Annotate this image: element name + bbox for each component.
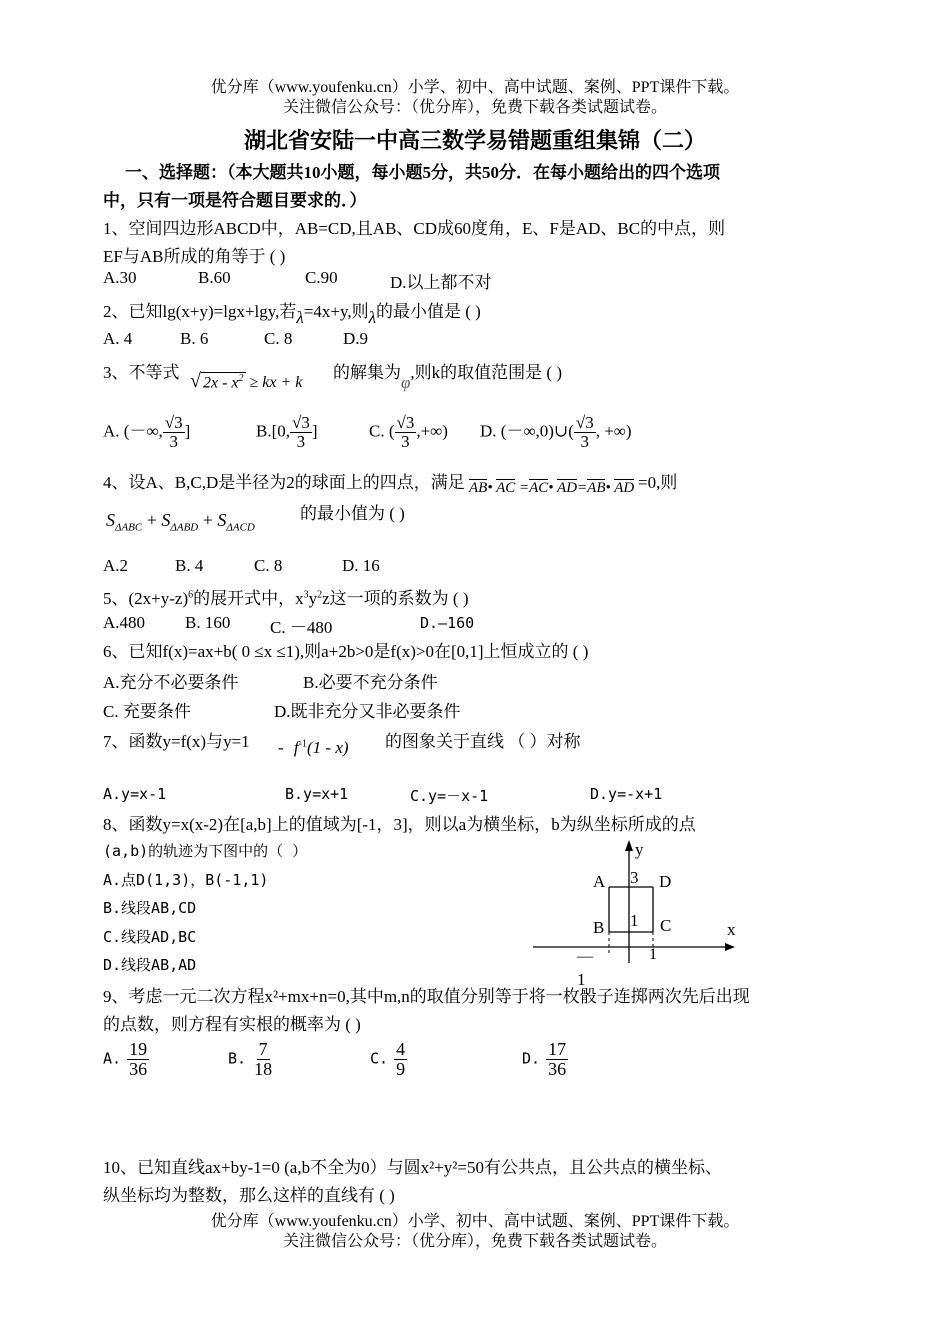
q8-option-a: A.点D(1,3)，B(-1,1) xyxy=(103,871,269,889)
q4-stem-line-1: 4、设A、B,C,D是半径为2的球面上的四点，满足 AB• AC =AC• AD=AB• AD =0,则 xyxy=(103,473,678,496)
q4-option-a: A.2 xyxy=(103,556,129,575)
q8-stem-line-2: (a,b)的轨迹为下图中的（ ） xyxy=(103,842,308,860)
q8-option-d: D.线段AB,AD xyxy=(103,956,197,974)
q10-stem-line-2: 纵坐标均为整数，那么这样的直线有 ( ) xyxy=(103,1186,395,1205)
q1-option-c: C.90 xyxy=(305,268,338,287)
q8-option-b: B.线段AB,CD xyxy=(103,899,197,917)
point-d-label: D xyxy=(659,872,672,891)
q3-stem-start: 3、不等式 xyxy=(103,363,180,382)
q1-stem-line-1: 1、空间四边形ABCD中，AB=CD,且AB、CD成60度角，E、F是AD、BC的中点，则 xyxy=(103,219,726,238)
q3-radicand: $2x - x^2$ xyxy=(202,372,244,391)
q2-option-b: B. 6 xyxy=(180,329,209,348)
x-tick-label-neg1: 1 xyxy=(577,970,586,989)
q7-option-a: A.y=x-1 xyxy=(103,785,167,803)
q4-option-b: B. 4 xyxy=(175,556,204,575)
q9-option-d: D. $\frac{17}{36}$ xyxy=(522,1039,567,1079)
point-a-label: A xyxy=(593,872,606,891)
section-heading-line-2: 中，只有一项是符合题目要求的．） xyxy=(103,191,367,210)
q2-stem-mid: =4x+y,则 xyxy=(303,302,369,321)
q3-inequality xyxy=(190,370,302,393)
q3-option-c: C. ( $\frac{√3}{3}$ ,+∞) xyxy=(369,413,448,451)
q2-lambda-2: λ xyxy=(368,308,376,327)
q4-option-c: C. 8 xyxy=(254,556,283,575)
y-label: y xyxy=(635,840,644,859)
x-tick-minus: — xyxy=(577,948,593,965)
q3-stem-mid: 的解集为φ,则k的取值范围是 ( ) xyxy=(333,363,562,392)
q9-option-b: B. $\frac{7}{18}$ xyxy=(228,1039,273,1079)
q9-option-c: C. $\frac{4}{9}$ xyxy=(370,1039,406,1079)
page-title: 湖北省安陆一中高三数学易错题重组集锦（二） xyxy=(243,128,706,153)
point-b-label: B xyxy=(593,918,605,937)
point-c-label: C xyxy=(660,916,672,935)
q6-option-d: D.既非充分又非必要条件 xyxy=(274,702,461,721)
header-line-2: 关注微信公众号：（优分库），免费下载各类试题试卷。 xyxy=(282,99,667,116)
q8-option-c: C.线段AD,BC xyxy=(103,928,197,946)
q1-option-d: D.以上都不对 xyxy=(390,273,492,292)
q5-option-b: B. 160 xyxy=(185,613,231,632)
q2-option-a: A. 4 xyxy=(103,329,133,348)
q7-option-d: D.y=-x+1 xyxy=(590,785,663,803)
section-heading-line-1: 一、选择题：（本大题共10小题，每小题5分，共50分．在每小题给出的四个选项 xyxy=(125,163,720,182)
q7-option-c: C.y=－x-1 xyxy=(410,787,489,805)
q3-ineq-rest: ≥ kx + k xyxy=(249,374,303,391)
q3-option-a: A. (－∞, $\frac{√3}{3}$ ] xyxy=(103,413,191,451)
x-tick-label-1: 1 xyxy=(649,946,657,963)
q2-option-d: D.9 xyxy=(343,329,369,348)
q5-option-a: A.480 xyxy=(103,613,146,632)
q7-stem-start: 7、函数y=f(x)与y=1 xyxy=(103,732,250,751)
q5-option-d: D.—160 xyxy=(420,614,475,632)
q2-stem xyxy=(103,297,481,327)
q2-stem-end: 的最小值是 ( ) xyxy=(375,302,481,321)
q9-option-a: A. $\frac{19}{36}$ xyxy=(103,1039,148,1079)
q6-option-c: C. 充要条件 xyxy=(103,702,191,721)
q10-stem-line-1: 10、已知直线ax+by-1=0 (a,b不全为0）与圆x²+y²=50有公共点，且公共点的横坐标、 xyxy=(103,1158,722,1177)
header-line-1: 优分库（www.youfenku.cn）小学、初中、高中试题、案例、PPT课件下载。 xyxy=(210,79,740,96)
x-label: x xyxy=(727,920,736,939)
footer-line-2: 关注微信公众号：（优分库），免费下载各类试题试卷。 xyxy=(282,1233,667,1250)
q1-stem-line-2: EF与AB所成的角等于 ( ) xyxy=(103,247,286,266)
q6-stem: 6、已知f(x)=ax+b( 0 ≤x ≤1),则a+2b>0是f(x)>0在[0,1]上恒成立的 ( ) xyxy=(103,642,589,661)
q4-area-sum: $S_{\Delta ABC} + S_{\Delta ABD} + S_{\Delta ACD}$ xyxy=(106,510,255,534)
x-axis-arrow-icon xyxy=(725,943,735,951)
q1-option-a: A.30 xyxy=(103,268,137,287)
q7-inverse-function: - $f^{-1}(1 - x)$ xyxy=(278,738,349,757)
tick-label-3: 3 xyxy=(630,868,639,887)
q3-option-b: B.[0, $\frac{√3}{3}$ ] xyxy=(256,413,318,451)
q4-stem-end: 的最小值为 ( ) xyxy=(300,504,405,523)
q9-stem-line-1: 9、考虑一元二次方程x²+mx+n=0,其中m,n的取值分别等于将一枚骰子连掷两次先后出现 xyxy=(103,987,750,1006)
q4-vectors: AB• AC =AC• AD=AB• AD xyxy=(468,480,635,496)
q6-option-a: A.充分不必要条件 xyxy=(103,673,239,692)
q2-lambda: λ xyxy=(296,308,304,327)
q3-phi: φ xyxy=(401,373,411,392)
q9-stem-line-2: 的点数，则方程有实根的概率为 ( ) xyxy=(103,1015,361,1034)
q7-option-b: B.y=x+1 xyxy=(285,785,349,803)
q5-option-c: C. －480 xyxy=(270,618,333,637)
q2-stem-start: 2、已知lg(x+y)=lgx+lgy,若 xyxy=(103,302,297,321)
q4-option-d: D. 16 xyxy=(342,556,380,575)
q5-stem: 5、$(2x+y-z)^6$的展开式中，$x^3y^2z$这一项的系数为 ( ) xyxy=(103,589,469,608)
q1-option-b: B.60 xyxy=(198,268,231,287)
q2-option-c: C. 8 xyxy=(264,329,293,348)
q8-graph xyxy=(525,835,775,995)
q7-stem-end: 的图象关于直线 （ ）对称 xyxy=(385,732,581,751)
tick-label-1: 1 xyxy=(630,911,639,930)
q3-option-d: D. (－∞,0)∪( $\frac{√3}{3}$ , +∞) xyxy=(480,413,632,451)
y-axis-arrow-icon xyxy=(625,840,633,851)
sqrt-icon: √ xyxy=(190,370,201,392)
q8-stem-line-1: 8、函数y=x(x-2)在[a,b]上的值域为[-1，3]，则以a为横坐标，b为纵坐标所成的点 xyxy=(103,815,696,834)
q6-option-b: B.必要不充分条件 xyxy=(303,673,438,692)
footer-line-1: 优分库（www.youfenku.cn）小学、初中、高中试题、案例、PPT课件下载。 xyxy=(210,1213,740,1230)
